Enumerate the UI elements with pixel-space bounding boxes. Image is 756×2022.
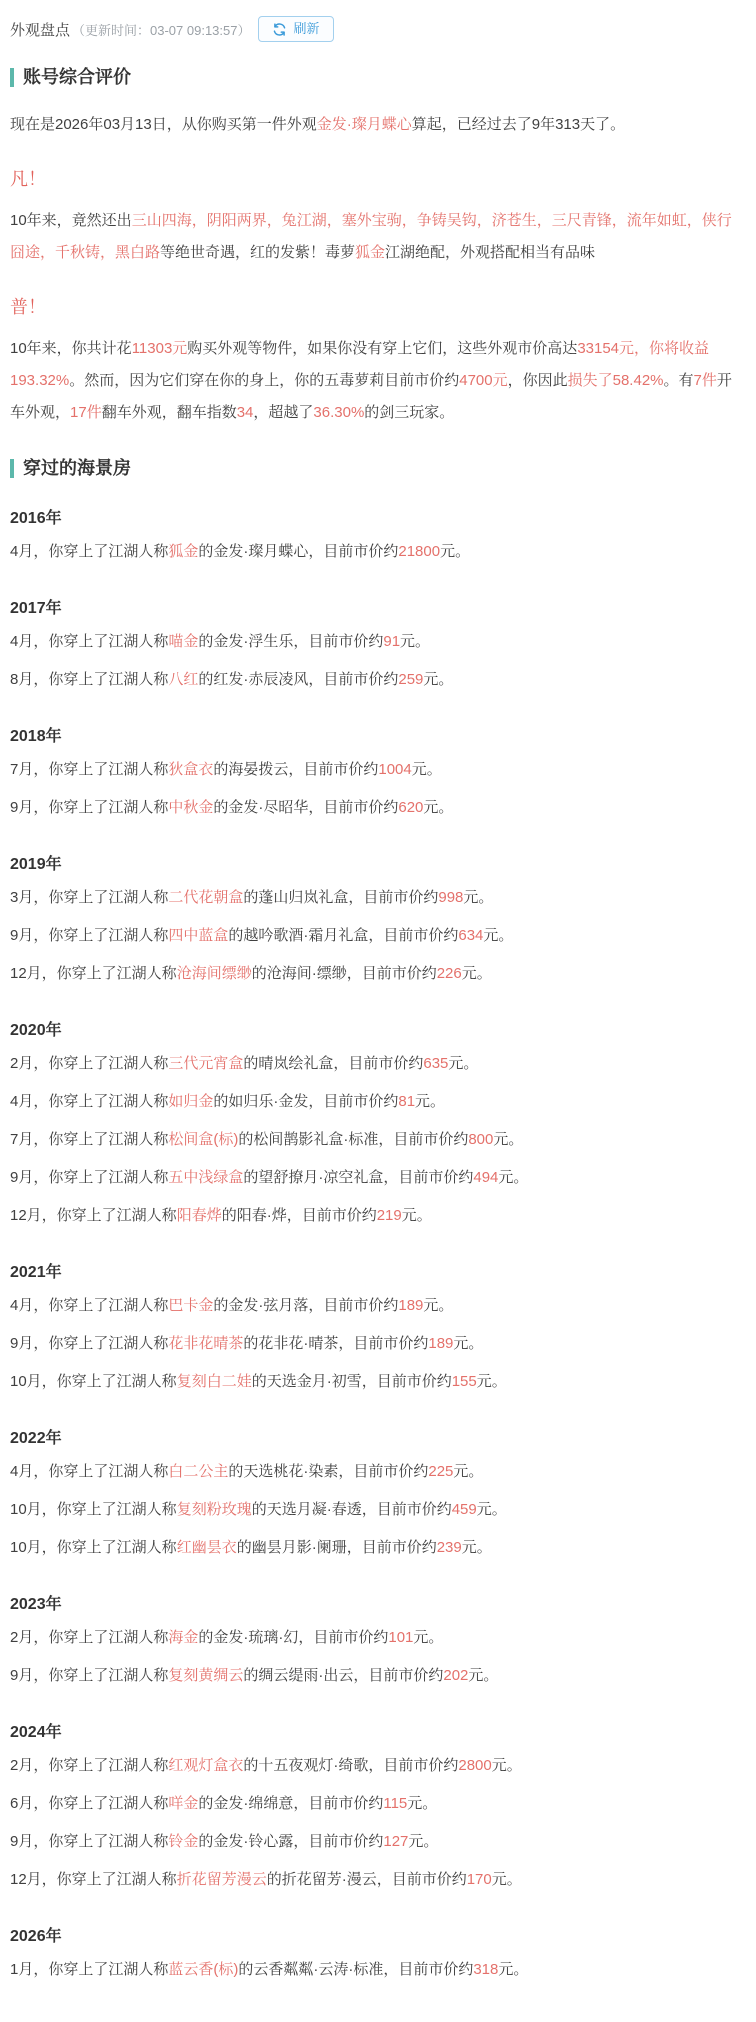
plain-text: 购买外观等物件，如果你没有穿上它们，这些外观市价高达 bbox=[187, 340, 578, 357]
wear-entry bbox=[10, 1366, 744, 1398]
highlight-text: 189 bbox=[398, 1297, 424, 1314]
plain-text: 的蓬山归岚礼盒，目前市价约 bbox=[243, 889, 439, 906]
plain-text: 元。 bbox=[476, 1501, 507, 1518]
plain-text: 2月，你穿上了江湖人称 bbox=[10, 1757, 169, 1774]
plain-text: 的松间鹊影礼盒·标准，目前市价约 bbox=[238, 1131, 469, 1148]
plain-text: 7月，你穿上了江湖人称 bbox=[10, 1131, 169, 1148]
highlight-text: 沧海间缥缈 bbox=[176, 965, 252, 982]
plain-text: 的剑三玩家。 bbox=[364, 404, 455, 421]
highlight-text: 36.30% bbox=[313, 404, 365, 421]
plain-text: 现在是2026年03月13日，从你购买第一件外观 bbox=[10, 116, 317, 133]
plain-text: 4月，你穿上了江湖人称 bbox=[10, 633, 169, 650]
highlight-text: 巴卡金 bbox=[168, 1297, 214, 1314]
plain-text: 的如归乐·金发，目前市价约 bbox=[213, 1093, 399, 1110]
highlight-text: 11303元 bbox=[131, 340, 188, 357]
update-time: （更新时间：03-07 09:13:57） bbox=[72, 22, 251, 38]
plain-text: 的金发·弦月落，目前市价约 bbox=[213, 1297, 399, 1314]
plain-text: 4月，你穿上了江湖人称 bbox=[10, 1297, 169, 1314]
plain-text: 元。 bbox=[491, 1871, 522, 1888]
highlight-text: 八红 bbox=[168, 671, 199, 688]
highlight-text: 7件 bbox=[693, 372, 717, 389]
highlight-text: 91 bbox=[383, 633, 401, 650]
plain-text: 12月，你穿上了江湖人称 bbox=[10, 1871, 177, 1888]
highlight-text: 239 bbox=[436, 1539, 462, 1556]
plain-text: 元。 bbox=[491, 1757, 522, 1774]
highlight-text: 红观灯盒衣 bbox=[168, 1757, 244, 1774]
plain-text: 的阳春·烨，目前市价约 bbox=[221, 1207, 377, 1224]
wear-entry bbox=[10, 1456, 744, 1488]
plain-text: 的望舒撩月·凉空礼盒，目前市价约 bbox=[243, 1169, 474, 1186]
highlight-text: 459 bbox=[451, 1501, 477, 1518]
plain-text: 元。 bbox=[411, 761, 442, 778]
wear-entry bbox=[10, 1954, 744, 1986]
plain-text: 元。 bbox=[423, 1297, 454, 1314]
highlight-text: 喵金 bbox=[168, 633, 199, 650]
page-title: 外观盘点 bbox=[10, 21, 71, 39]
highlight-text: 170 bbox=[466, 1871, 492, 1888]
plain-text: 等绝世奇遇，红的发紫！毒萝 bbox=[160, 244, 356, 261]
highlight-text: 阳春烨 bbox=[176, 1207, 222, 1224]
highlight-text: 松间盒(标) bbox=[168, 1131, 239, 1148]
highlight-text: 634 bbox=[458, 927, 484, 944]
highlight-text: 998 bbox=[438, 889, 464, 906]
highlight-text: 铃金 bbox=[168, 1833, 199, 1850]
plain-text: 9月，你穿上了江湖人称 bbox=[10, 1169, 169, 1186]
plain-text: 元。 bbox=[493, 1131, 524, 1148]
wear-entry bbox=[10, 626, 744, 658]
wear-entry bbox=[10, 1124, 744, 1156]
highlight-text: 155 bbox=[451, 1373, 477, 1390]
wear-entry bbox=[10, 1660, 744, 1692]
highlight-text: 红幽昙衣 bbox=[176, 1539, 237, 1556]
highlight-text: 101 bbox=[388, 1629, 414, 1646]
highlight-text: 226 bbox=[436, 965, 462, 982]
plain-text: 的天选桃花·染素，目前市价约 bbox=[228, 1463, 429, 1480]
wear-entry bbox=[10, 664, 744, 696]
year-heading: 2017年 bbox=[10, 600, 62, 617]
wear-entry bbox=[10, 1086, 744, 1118]
plain-text: 江湖绝配，外观搭配相当有品味 bbox=[385, 244, 596, 261]
plain-text: 元。 bbox=[461, 965, 492, 982]
highlight-text: 复刻黄绸云 bbox=[168, 1667, 244, 1684]
plain-text: 4月，你穿上了江湖人称 bbox=[10, 1093, 169, 1110]
highlight-text: 81 bbox=[398, 1093, 416, 1110]
section-title-evaluation: 账号综合评价 bbox=[10, 68, 744, 87]
plain-text: 的绸云缇雨·出云，目前市价约 bbox=[243, 1667, 444, 1684]
plain-text: 3月，你穿上了江湖人称 bbox=[10, 889, 169, 906]
plain-text: 翻车外观，翻车指数 bbox=[101, 404, 237, 421]
year-heading: 2021年 bbox=[10, 1264, 62, 1281]
plain-text: 元。 bbox=[413, 1629, 444, 1646]
wear-entry bbox=[10, 1788, 744, 1820]
highlight-text: 复刻白二娃 bbox=[176, 1373, 252, 1390]
wear-entry bbox=[10, 1162, 744, 1194]
year-heading: 2026年 bbox=[10, 1928, 62, 1945]
refresh-button-label: 刷新 bbox=[293, 21, 320, 36]
section-title-history: 穿过的海景房 bbox=[10, 459, 744, 478]
wear-entry bbox=[10, 1750, 744, 1782]
plain-text: 的越吟歌酒·霜月礼盒，目前市价约 bbox=[228, 927, 459, 944]
highlight-text: 219 bbox=[376, 1207, 402, 1224]
plain-text: 9月，你穿上了江湖人称 bbox=[10, 1667, 169, 1684]
highlight-text: 318 bbox=[473, 1961, 499, 1978]
plain-text: 开车外观， bbox=[10, 372, 732, 421]
year-heading: 2018年 bbox=[10, 728, 62, 745]
plain-text: 元。 bbox=[453, 1463, 484, 1480]
highlight-text: 狄盒衣 bbox=[168, 761, 214, 778]
highlight-text: 225 bbox=[428, 1463, 454, 1480]
wear-entry bbox=[10, 920, 744, 952]
highlight-text: 620 bbox=[398, 799, 424, 816]
plain-text: 9月，你穿上了江湖人称 bbox=[10, 799, 169, 816]
refresh-icon bbox=[272, 22, 287, 37]
plain-text: 。有 bbox=[663, 372, 694, 389]
plain-text: 的红发·赤辰凌风，目前市价约 bbox=[198, 671, 399, 688]
highlight-text: 金发·璨月蝶心 bbox=[316, 116, 412, 133]
plain-text: 的天选月凝·春透，目前市价约 bbox=[251, 1501, 452, 1518]
plain-text: 9月，你穿上了江湖人称 bbox=[10, 1335, 169, 1352]
highlight-text: 17件 bbox=[70, 404, 102, 421]
plain-text: 的金发·琉璃·幻，目前市价约 bbox=[198, 1629, 389, 1646]
wear-entry bbox=[10, 882, 744, 914]
highlight-text: 4700元 bbox=[459, 372, 508, 389]
plain-text: 元。 bbox=[461, 1539, 492, 1556]
highlight-text: 花非花晴茶 bbox=[168, 1335, 244, 1352]
highlight-text: 21800 bbox=[398, 543, 441, 560]
highlight-text: 127 bbox=[383, 1833, 409, 1850]
plain-text: 。然而，因为它们穿在你的身上，你的五毒萝莉目前市价约 bbox=[69, 372, 460, 389]
highlight-text: 115 bbox=[383, 1795, 408, 1812]
highlight-text: 三代元宵盒 bbox=[168, 1055, 244, 1072]
plain-text: 6月，你穿上了江湖人称 bbox=[10, 1795, 169, 1812]
highlight-text: 狐金 bbox=[168, 543, 199, 560]
plain-text: 7月，你穿上了江湖人称 bbox=[10, 761, 169, 778]
highlight-text: 复刻粉玫瑰 bbox=[176, 1501, 252, 1518]
plain-text: 12月，你穿上了江湖人称 bbox=[10, 1207, 177, 1224]
plain-text: 元。 bbox=[440, 543, 471, 560]
plain-text: 的晴岚绘礼盒，目前市价约 bbox=[243, 1055, 424, 1072]
highlight-text: 狐金 bbox=[355, 244, 386, 261]
plain-text: 10年来，你共计花 bbox=[10, 340, 132, 357]
highlight-text: 635 bbox=[423, 1055, 449, 1072]
year-heading: 2023年 bbox=[10, 1596, 62, 1613]
plain-text: 4月，你穿上了江湖人称 bbox=[10, 1463, 169, 1480]
plain-text: 的花非花·晴茶，目前市价约 bbox=[243, 1335, 429, 1352]
highlight-text: 四中蓝盒 bbox=[168, 927, 229, 944]
highlight-text: 34 bbox=[236, 404, 254, 421]
wear-entry bbox=[10, 1864, 744, 1896]
plain-text: 元。 bbox=[407, 1795, 438, 1812]
refresh-button[interactable] bbox=[258, 16, 333, 42]
plain-text: 元。 bbox=[415, 1093, 446, 1110]
wear-entry bbox=[10, 1048, 744, 1080]
plain-text: 的幽昙月影·阑珊，目前市价约 bbox=[236, 1539, 437, 1556]
highlight-text: 2800 bbox=[458, 1757, 492, 1774]
plain-text: 元。 bbox=[498, 1169, 529, 1186]
plain-text: 的云香粼粼·云涛·标准，目前市价约 bbox=[238, 1961, 474, 1978]
wear-entry bbox=[10, 754, 744, 786]
plain-text: 元。 bbox=[408, 1833, 439, 1850]
highlight-text: 五中浅绿盒 bbox=[168, 1169, 244, 1186]
plain-text: 元。 bbox=[483, 927, 514, 944]
highlight-text: 海金 bbox=[168, 1629, 199, 1646]
highlight-text: 二代花朝盒 bbox=[168, 889, 244, 906]
wear-entry bbox=[10, 792, 744, 824]
plain-text: 12月，你穿上了江湖人称 bbox=[10, 965, 177, 982]
wear-entry bbox=[10, 1328, 744, 1360]
page-header bbox=[10, 16, 744, 42]
plain-text: 元。 bbox=[453, 1335, 484, 1352]
highlight-text: 三山四海，阴阳两界，兔江湖，塞外宝驹，争铸吴钩，济苍生，三尺青锋，流年如虹，侠行囧途，千秋铸，黑白路 bbox=[10, 212, 732, 261]
plain-text: 的十五夜观灯·绮歌，目前市价约 bbox=[243, 1757, 459, 1774]
history-list bbox=[10, 508, 744, 1986]
plain-text: 的金发·璨月蝶心，目前市价约 bbox=[198, 543, 399, 560]
plain-text: 的金发·铃心露，目前市价约 bbox=[198, 1833, 384, 1850]
year-heading: 2020年 bbox=[10, 1022, 62, 1039]
plain-text: 10月，你穿上了江湖人称 bbox=[10, 1539, 177, 1556]
plain-text: 8月，你穿上了江湖人称 bbox=[10, 671, 169, 688]
year-heading: 2016年 bbox=[10, 510, 62, 527]
plain-text: 10月，你穿上了江湖人称 bbox=[10, 1501, 177, 1518]
year-heading: 2022年 bbox=[10, 1430, 62, 1447]
plain-text: 元。 bbox=[498, 1961, 529, 1978]
highlight-text: 189 bbox=[428, 1335, 454, 1352]
grade-heading-pu: 普！ bbox=[10, 297, 46, 317]
plain-text: 元。 bbox=[448, 1055, 479, 1072]
highlight-text: 494 bbox=[473, 1169, 499, 1186]
plain-text: 的金发·绵绵意，目前市价约 bbox=[198, 1795, 384, 1812]
plain-text: 的沧海间·缥缈，目前市价约 bbox=[251, 965, 437, 982]
plain-text: 10年来，竟然还出 bbox=[10, 212, 132, 229]
plain-text: 元。 bbox=[468, 1667, 499, 1684]
plain-text: 1月，你穿上了江湖人称 bbox=[10, 1961, 169, 1978]
highlight-text: 33154元，你将收益193.32% bbox=[10, 340, 710, 389]
plain-text: 算起，已经过去了9年313天了。 bbox=[411, 116, 626, 133]
pu-paragraph bbox=[10, 333, 744, 429]
plain-text: 的金发·尽昭华，目前市价约 bbox=[213, 799, 399, 816]
plain-text: 2月，你穿上了江湖人称 bbox=[10, 1055, 169, 1072]
fan-paragraph bbox=[10, 205, 744, 269]
plain-text: 元。 bbox=[423, 799, 454, 816]
wear-entry bbox=[10, 1200, 744, 1232]
plain-text: 9月，你穿上了江湖人称 bbox=[10, 1833, 169, 1850]
highlight-text: 蓝云香(标) bbox=[168, 1961, 239, 1978]
plain-text: 的金发·浮生乐，目前市价约 bbox=[198, 633, 384, 650]
plain-text: 的海晏拨云，目前市价约 bbox=[213, 761, 379, 778]
year-heading: 2019年 bbox=[10, 856, 62, 873]
plain-text: 的折花留芳·漫云，目前市价约 bbox=[266, 1871, 467, 1888]
wear-entry bbox=[10, 958, 744, 990]
wear-entry bbox=[10, 1532, 744, 1564]
plain-text: 9月，你穿上了江湖人称 bbox=[10, 927, 169, 944]
highlight-text: 白二公主 bbox=[168, 1463, 229, 1480]
plain-text: 元。 bbox=[463, 889, 494, 906]
highlight-text: 折花留芳漫云 bbox=[176, 1871, 267, 1888]
highlight-text: 800 bbox=[468, 1131, 494, 1148]
plain-text: 元。 bbox=[423, 671, 454, 688]
plain-text: 元。 bbox=[476, 1373, 507, 1390]
plain-text: 元。 bbox=[401, 1207, 432, 1224]
wear-entry bbox=[10, 1622, 744, 1654]
plain-text: ，超越了 bbox=[253, 404, 314, 421]
plain-text: ，你因此 bbox=[507, 372, 568, 389]
highlight-text: 咩金 bbox=[168, 1795, 199, 1812]
plain-text: 4月，你穿上了江湖人称 bbox=[10, 543, 169, 560]
year-heading: 2024年 bbox=[10, 1724, 62, 1741]
wear-entry bbox=[10, 536, 744, 568]
wear-entry bbox=[10, 1826, 744, 1858]
highlight-text: 1004 bbox=[378, 761, 412, 778]
plain-text: 的天选金月·初雪，目前市价约 bbox=[251, 1373, 452, 1390]
intro-paragraph bbox=[10, 109, 744, 141]
wear-entry bbox=[10, 1494, 744, 1526]
highlight-text: 202 bbox=[443, 1667, 469, 1684]
plain-text: 元。 bbox=[400, 633, 431, 650]
highlight-text: 如归金 bbox=[168, 1093, 214, 1110]
highlight-text: 259 bbox=[398, 671, 424, 688]
highlight-text: 中秋金 bbox=[168, 799, 214, 816]
plain-text: 10月，你穿上了江湖人称 bbox=[10, 1373, 177, 1390]
highlight-text: 损失了58.42% bbox=[567, 372, 664, 389]
wear-entry bbox=[10, 1290, 744, 1322]
plain-text: 2月，你穿上了江湖人称 bbox=[10, 1629, 169, 1646]
grade-heading-fan: 凡！ bbox=[10, 169, 46, 189]
